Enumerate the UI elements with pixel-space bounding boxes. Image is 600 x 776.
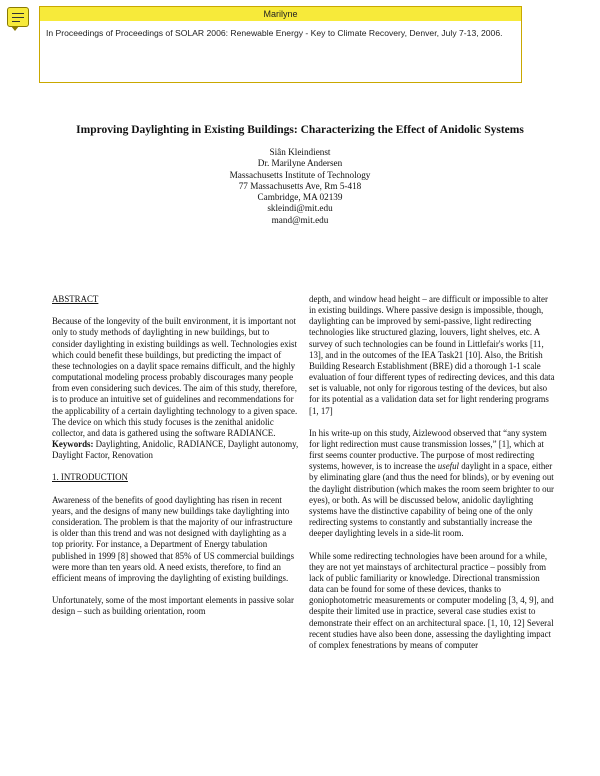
intro-paragraph: Unfortunately, some of the most important elements in passive solar design – such as building orientation, room (52, 595, 294, 617)
body-text: In his write-up on this study, Aizlewood observed that “any system for light redirection must cause transmission losses,” [1], which at first seems counter productive. The purpose of most redirecting systems, however, is to increase the (309, 427, 547, 472)
body-text: daylight in a space, either by eliminating glare (and thus the need for blinds), or by evening out the daylight distribution (which makes the room seem brighter to our eyes), or both. As will be discussed below, anidolic daylighting systems have the distinctive capability of being one of the only redirecting systems to constantly and substantially increase the deeper daylighting levels in a side-lit room. (309, 461, 554, 539)
address-line: 77 Massachusetts Ave, Rm 5-418 (238, 180, 362, 191)
introduction-heading: 1. INTRODUCTION (52, 472, 128, 483)
author-block (0, 147, 600, 226)
author-line: Siân Kleindienst (269, 147, 331, 157)
abstract-heading: ABSTRACT (52, 294, 99, 304)
body-paragraph: While some redirecting technologies have been around for a while, they are not yet mainstays of architectural practice – possibly from lack of public familiarity or knowledge. Directional transmission data can be found for some of these devices, thanks to goniophotometric measurements or computer modeling [3, 4, 9], and despite their limited use in practice, several case studies exist to demonstrate their effect on an architectural space. [1, 10, 12] Several recent studies have also been done, assessing the daylighting impact of complex fenestrations by means of computer (309, 550, 554, 650)
abstract-text: Because of the longevity of the built environment, it is important not only to study methods of daylighting in new buildings, but to consider daylighting in existing buildings as well. Technologies exist which could benefit these buildings, but predicting the impact of these technologies on a daylit space remains difficult, and the highly computational modeling process probably discourages many people from even considering such devices. The aim of this study, therefore, is to produce an intuitive set of guidelines and recommendations for the applicability of a certain daylighting technology to a given space. The device on which this study focuses is the zenithal anidolic collector, and data is gathered using the software RADIANCE. (52, 316, 298, 438)
left-column (52, 294, 299, 629)
affiliation-line: Massachusetts Institute of Technology (229, 169, 371, 180)
body-paragraph: depth, and window head height – are difficult or impossible to alter in existing buildings. Where passive design is impossible, though, daylighting can be improved by semi-passive, light redirecting technologies like structured glazing, louvers, light shelves, etc. A survey of such technologies can be found in Littlefair's works [11, 13], and in the outcomes of the IEA Task21 [10]. Also, the British Building Research Establishment (BRE) did a thorough 1-1 scale evaluation of four different types of redirecting devices, and this data set is valuable, not only for rigorous testing of the devices, but also for its potential as a validation data set for light rendering programs [1, 17] (309, 294, 555, 416)
right-column (309, 294, 556, 662)
annotation-popup[interactable] (39, 6, 522, 83)
body-paragraph (309, 428, 556, 540)
paper-title: Improving Daylighting in Existing Buildings: Characterizing the Effect of Anidolic Systems (76, 124, 524, 136)
comment-note-icon[interactable] (7, 7, 29, 27)
intro-paragraph: Awareness of the benefits of good daylighting has risen in recent years, and the designs of many new buildings take daylighting into consideration. The problem is that the majority of our infrastructure is older than this trend and was not designed with daylighting as a top priority. For instance, a Department of Energy tabulation published in 1999 [8] showed that 85% of US commercial buildings were more than ten years old. A need exists, therefore, to find an efficient means of improving the daylighting of existing buildings. (52, 494, 295, 583)
address-line: Cambridge, MA 02139 (257, 192, 343, 203)
keywords-label: Keywords: (52, 439, 94, 450)
keywords-text: Daylighting, Anidolic, RADIANCE, Daylight autonomy, Daylight Factor, Renovation (52, 439, 299, 461)
emphasis-text: useful (437, 461, 459, 472)
annotation-author[interactable]: Marilyne (40, 7, 521, 21)
annotation-text: In Proceedings of Proceedings of SOLAR 2006: Renewable Energy - Key to Climate Recovery, Denver, July 7-13, 2006. (46, 28, 503, 38)
abstract-paragraph (52, 316, 299, 461)
author-line: Dr. Marilyne Andersen (257, 158, 343, 169)
email-line: skleindi@mit.edu (267, 203, 333, 214)
email-line: mand@mit.edu (271, 214, 329, 225)
